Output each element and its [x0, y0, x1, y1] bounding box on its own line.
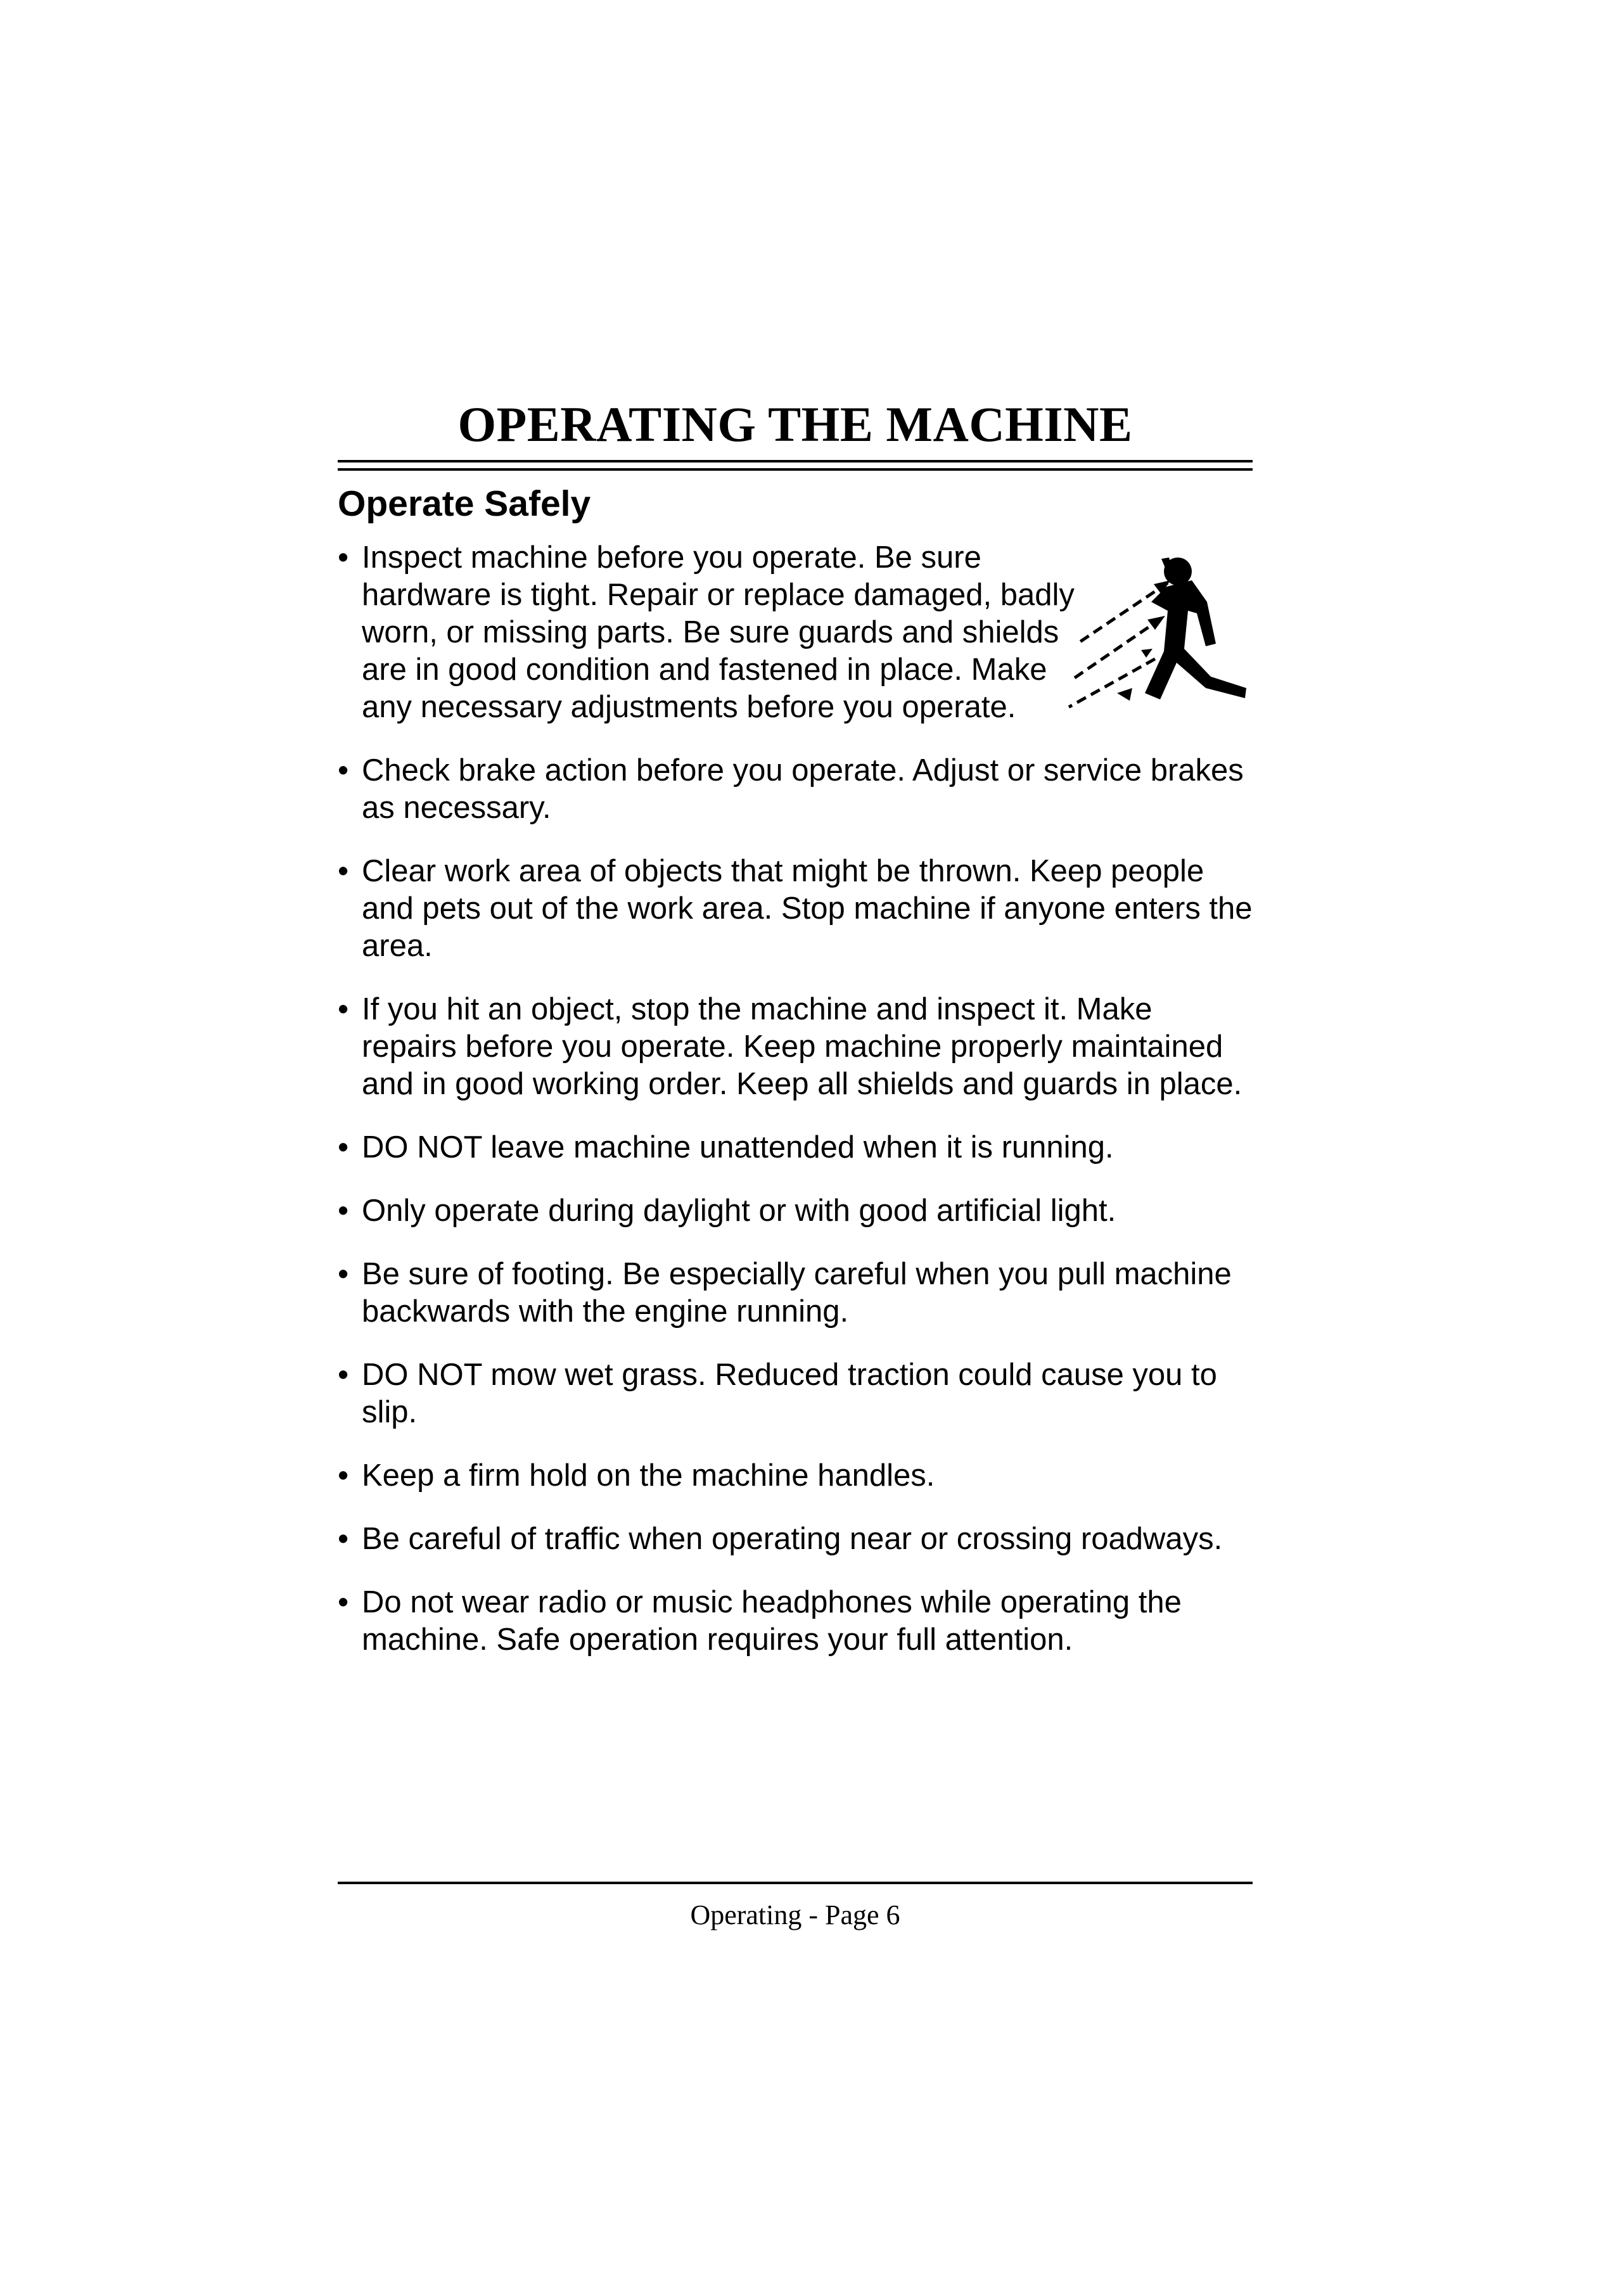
list-item-text: Keep a firm hold on the machine handles. [362, 1458, 935, 1493]
bullet-glyph: • [338, 854, 349, 888]
list-item-text: If you hit an object, stop the machine and inspect it. Make repairs before you operate. Keep machine properly maintained and in good working order. Keep all shields and guards in place. [362, 992, 1242, 1101]
page-title: OPERATING THE MACHINE [457, 397, 1133, 452]
bullet-glyph: • [338, 753, 349, 788]
list-item-text: Inspect machine before you operate. Be sure hardware is tight. Repair or replace damaged, badly worn, or missing parts. Be sure guards and shields are in good condition and fastened in place. Make any necessary adjustments before you operate. [362, 540, 1075, 724]
bullet-glyph: • [338, 1257, 349, 1291]
bullet-glyph: • [338, 1522, 349, 1556]
list-item [338, 1129, 1253, 1166]
list-item-text: DO NOT leave machine unattended when it is running. [362, 1130, 1114, 1164]
list-item [338, 1521, 1253, 1558]
bullet-glyph: • [338, 1358, 349, 1392]
list-item-text: DO NOT mow wet grass. Reduced traction could cause you to slip. [362, 1358, 1217, 1429]
bullet-glyph: • [338, 540, 349, 575]
list-item [338, 1457, 1253, 1495]
bullet-glyph: • [338, 1130, 349, 1164]
list-item-text: Be careful of traffic when operating near or crossing roadways. [362, 1522, 1223, 1556]
list-item [338, 539, 1084, 726]
list-item [338, 1256, 1253, 1330]
footer-rule [338, 1882, 1253, 1884]
list-item [338, 1356, 1253, 1431]
bullet-glyph: • [338, 1585, 349, 1619]
bullet-glyph: • [338, 992, 349, 1026]
list-item [338, 1192, 1253, 1230]
list-item [338, 752, 1253, 827]
page-number-footer: Operating - Page 6 [690, 1899, 900, 1930]
list-item [338, 853, 1253, 965]
title-double-rule [338, 460, 1253, 471]
list-item-text: Clear work area of objects that might be thrown. Keep people and pets out of the work area. Stop machine if anyone enters the area. [362, 854, 1253, 963]
thrown-objects-warning-icon [1066, 541, 1256, 731]
page-content [338, 394, 1253, 1685]
bullet-glyph: • [338, 1458, 349, 1493]
list-item [338, 991, 1253, 1103]
bullet-glyph: • [338, 1194, 349, 1228]
list-item-text: Only operate during daylight or with good artificial light. [362, 1194, 1116, 1228]
list-item-text: Do not wear radio or music headphones while operating the machine. Safe operation requires your full attention. [362, 1585, 1182, 1657]
list-item-text: Be sure of footing. Be especially careful when you pull machine backwards with the engine running. [362, 1257, 1232, 1329]
list-item-text: Check brake action before you operate. Adjust or service brakes as necessary. [362, 753, 1244, 825]
section-title: Operate Safely [338, 483, 591, 524]
list-item [338, 1584, 1253, 1659]
